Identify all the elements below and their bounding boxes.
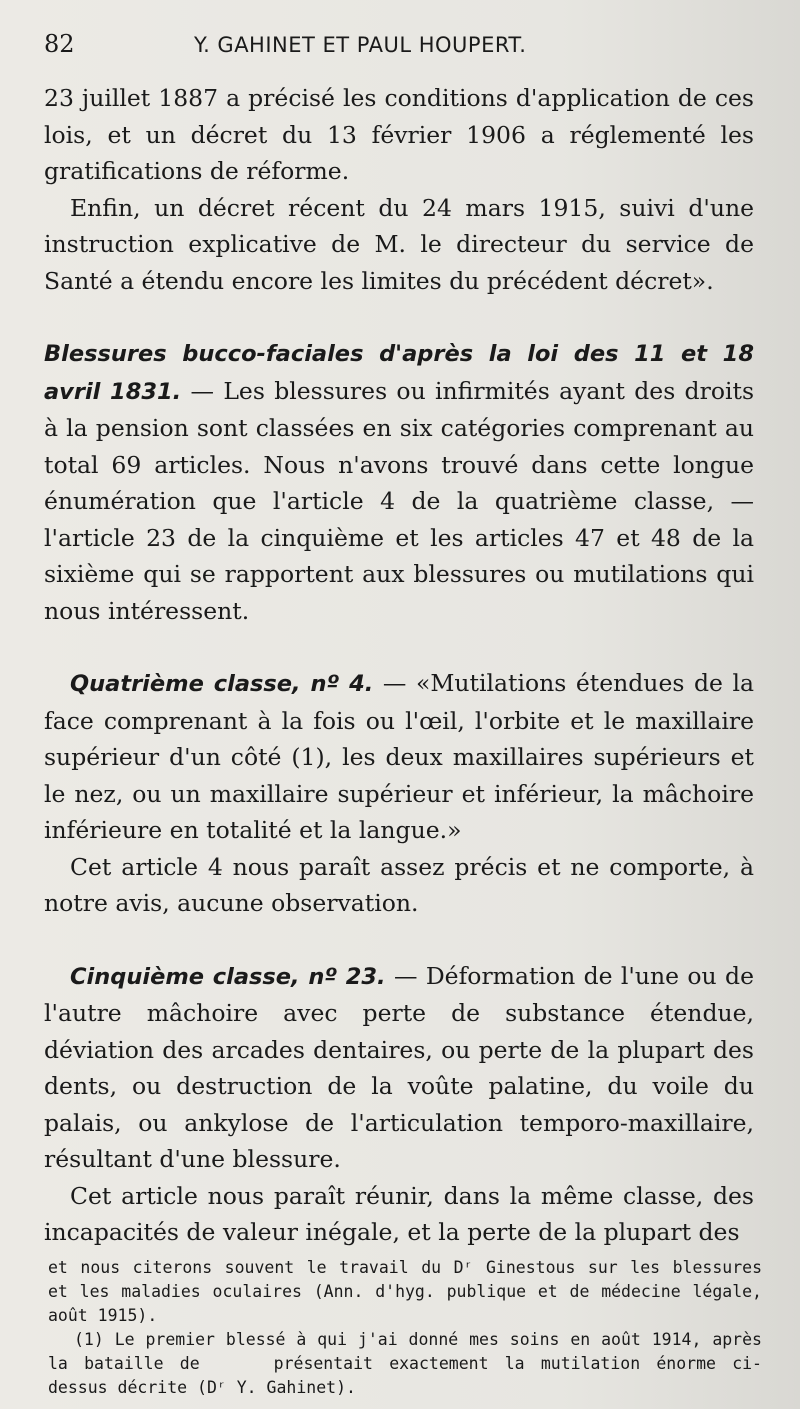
running-head xyxy=(44,30,754,80)
section-heading-cinquieme: Cinquième classe, nº 23. xyxy=(70,963,386,990)
running-title: Y. GAHINET ET PAUL HOUPERT. xyxy=(194,33,527,57)
section-text-cinquieme: — Déformation de l'une ou de l'autre mâchoire avec perte de substance étendue, déviation des arcades dentaires, ou perte de la plupart des dents, ou destruction de la voûte palatine, du voile du palais, ou ankylose de l'articulation temporo-maxillaire, résultant d'une blessure. xyxy=(44,961,754,1173)
page-number: 82 xyxy=(44,30,75,58)
section-blessures xyxy=(44,335,754,629)
footnotes xyxy=(48,1256,762,1400)
section-cinquieme xyxy=(44,958,754,1178)
section-quatrieme xyxy=(44,665,754,849)
footnote-1-end: présentait exactement la mutilation énorme ci-dessus décrite (Dʳ Y. Gahinet). xyxy=(48,1354,762,1397)
paragraph-article-23: Cet article nous paraît réunir, dans la même classe, des incapacités de valeur inégale, et la perte de la plupart des xyxy=(44,1181,754,1246)
paragraph-article-4: Cet article 4 nous paraît assez précis et ne comporte, à notre avis, aucune observation. xyxy=(44,852,754,917)
section-heading-quatrieme: Quatrième classe, nº 4. xyxy=(70,671,374,697)
paragraph-2: Enfin, un décret récent du 24 mars 1915, suivi d'une instruction explicative de M. le directeur du service de Santé a étendu encore les limites du précédent décret». xyxy=(44,193,754,295)
footnote-1-start: (1) Le premier blessé à qui j'ai donné mes soins en août 1914, après la bataille de xyxy=(48,1330,762,1373)
section-text-blessures: — Les blessures ou infirmités ayant des droits à la pension sont classées en six catégories comprenant au total 69 articles. Nous n'avons trouvé dans cette longue énumération que l'article 4 de la quatrième classe, — l'article 23 de la cinquième et les articles 47 et 48 de la sixième qui se rapportent aux blessures ou mutilations qui nous intéressent. xyxy=(44,376,755,625)
section-heading-blessures: Blessures bucco-faciales d'après la loi des 11 et 18 avril 1831. xyxy=(44,341,754,405)
footnote-1 xyxy=(48,1328,762,1400)
section-text-quatrieme: — «Mutilations étendues de la face comprenant à la fois ou l'œil, l'orbite et le maxillaire supérieur d'un côté (1), les deux maxillaires supérieurs et le nez, ou un maxillaire supérieur et inférieur, la mâchoire inférieure en totalité et la langue.» xyxy=(44,669,754,844)
body-text xyxy=(44,80,754,1251)
paragraph-1: 23 juillet 1887 a précisé les conditions d'application de ces lois, et un décret du 13 février 1906 a réglementé les gratifications de réforme. xyxy=(44,84,754,185)
footnote-continuation: et nous citerons souvent le travail du Dʳ Ginestous sur les blessures et les maladies oculaires (Ann. d'hyg. publique et de médecine légale, août 1915). xyxy=(48,1258,762,1325)
